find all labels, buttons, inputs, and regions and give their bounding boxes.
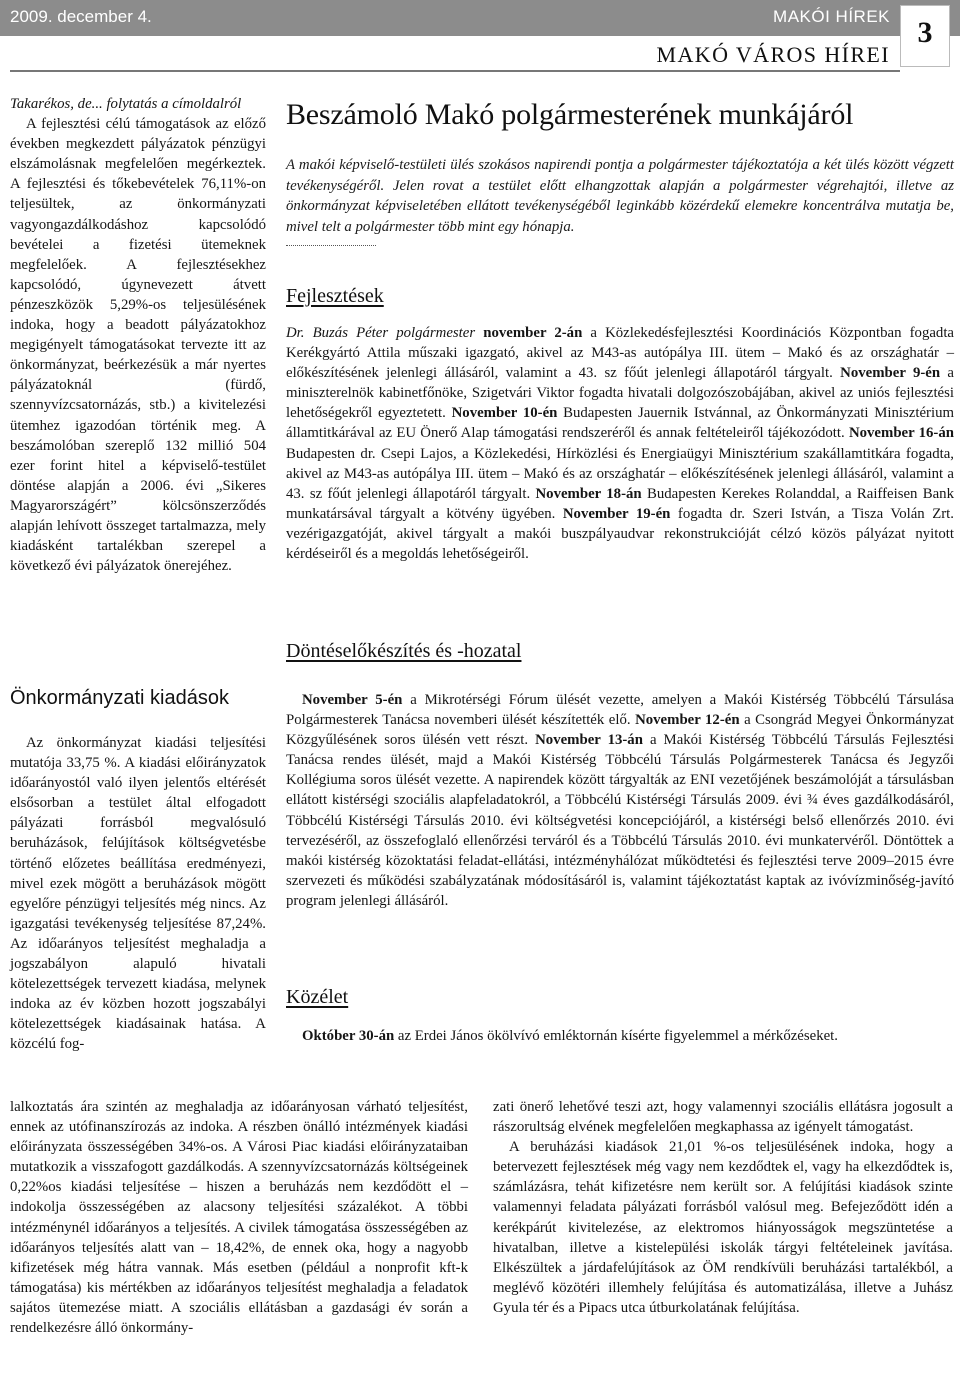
date-highlight: November 13-án (535, 732, 643, 749)
left-paragraph: A fejlesztési célú támogatások az előző években megkezdett pályázatok pénzügyi elszámolásnak megfelelően megérkeztek. A fejlesztési és tőkebevételek 76,11%-on teljesültek, az önkormányzati vagyongazdálkodáshoz kapcsolódó bevételei a fizetési ütemeknek megfelelőek. A fejlesztésekhez kapcsolódó, úgynevezett átvett pénzeszközök 5,29%-os teljesülésének indoka, hogy a beadott pályázatokhoz megigényelt támogatásokat tervezte itt az önkormányzat, beérkezésük a már nyertes pályázatoknál (fürdő, szennyvízcsatornázás, stb.) a kivitelezési ütemhez igazodóan történik meg. A beszámolóban szereplő 132 millió 504 ezer forint hitel a képviselő-testület döntése alapján a 2006. évi „Sikeres Magyarországért” kölcsönszerződés alapján lehívott összeget tartalmazza, mely kiadásként tartalékban szerepel a következő évi pályázatok önerejéhez. (10, 116, 266, 575)
left-column-expenses (10, 733, 266, 1055)
text-span: a Közlekedésfejlesztési Koordinációs Központban fogadta Kerékgyártó Attila műszaki igazgató, akivel az M43-as autópálya III. ütem – Makó és az országhatár – előkészítésének jelenlegi állásáról, valamint a 43. sz főút jelenlegi állapotáról tárgyalt. (286, 325, 954, 382)
bottom-right-text (493, 1097, 953, 1318)
expenses-paragraph: Az önkormányzat kiadási teljesítési mutatója 33,75 %. A kiadási előirányzatok időarányostól való ilyen jelentős eltérését elsősorban a testület által elfogadott pályázati forrásból megvalósuló beruházások, felújítások költségvetésbe történő előzetes beállítása eredményezi, mivel ezek mögött a beruházások mögött egyelőre pénzügyi teljesítés még nincs. Az igazgatási tevékenység teljesítése 87,24%. Az időarányos teljesítést meghaladja a jogszabályon alapuló hivatali kötelezettségek tervezett kiadása, melynek indoka az év közben hozott jogszabályi kötelezettségek kiadásainak hatása. A közcélú fog- (10, 735, 266, 1053)
text-span: a Makói Kistérség Többcélú Társulás Fejlesztési Tanácsa rendes ülését, majd a Makói Kistérség Többcélú Társulás Polgármesterek Tanácsa és Jegyzői Kollégiuma soros ülését vezette. A napirendek között tárgyalták az ENI vezetőjének beszámolóját a társulásban ellátott kistérségi szociális alapfeladatokról, a Többcélú Kistérségi Társulás 2009. évi ¾ éves gazdálkodásáról, Többcélú Kistérségi Társulás 2010. évi költségvetési koncepciójáról, a kistérségi belső ellenőrzés 2010. évi tervezéséről, az összefoglaló ellenőrzési terváról és a Többcélú Társulás 2010. évi munkatervéről. Döntöttek a makói kistérség közoktatási feladat-ellátási, intézményhálózat működtetési és fejlesztési terve 2009–2015 évre szervezeti és működési szabályzatának módosításáról is, valamint tájékoztatást kaptak az ivóvízminőség-javító program jelenlegi állásáról. (286, 732, 955, 909)
date-highlight: November 9-én (840, 365, 941, 382)
date-highlight: November 18-án (535, 485, 642, 502)
text-span: a miniszterelnök kabinetfőnöke, Szigetvári Viktor fogadta hivatali dolgozószobájában, akivel az uniós fejlesztési lehetőségekről egyeztetett. (286, 365, 954, 422)
page-number-box (900, 5, 950, 67)
section-title: MAKÓ VÁROS HÍREI (656, 42, 890, 67)
date-highlight: November 19-én (562, 505, 671, 522)
page-number: 3 (917, 16, 933, 49)
date-highlight: november 2-án (483, 325, 583, 341)
heading-public-life: Közélet (286, 986, 349, 1008)
article-lead: A makói képviselő-testületi ülés szokásos napirendi pontja a polgármester tájékoztatója a két ülés között végzett tevékenységéről. Jelen rovat a testület előtt elhangzottak alapján a polgármester végrehajtói, illetve az önkormányzat képviseletében ellátott tevékenységéből leginkább közérdekű elemekre koncentrálva mutatja be, mivel telt a polgármester több mint egy hónapja. (286, 157, 954, 235)
public-life-text (286, 1026, 954, 1046)
text-span: fogadta dr. Szeri István, a Tisza Volán Zrt. vezérigazgatóját, akivel tárgyalt a makói buszpályaudvar rekonstrukcióját célzó közös pályázat nyitott kérdéseiről és a megoldás lehetőségeiről. (286, 505, 954, 563)
heading-expenses: Önkormányzati kiadások (10, 687, 229, 709)
mayor-name: Dr. Buzás Péter polgármester (286, 325, 476, 341)
article-title: Beszámoló Makó polgármesterének munkájáról (286, 98, 854, 131)
developments-text (286, 323, 954, 564)
bottom-left-paragraph: lalkoztatás ára szintén az meghaladja az időarányosan várható teljesítést, ennek az utófinanszírozás az indoka. A részben önálló intézmények kiadási előirányzata összességében 34%-os. A Városi Piac kiadási előirányzataiban mutatkozik a visszafogott gazdálkodás. A szennyvízcsatornázás költségeinek 0,22%os kiadási teljesítése – hiszen a beruházás nem kezdődött el – indokolja összességében az alacsony teljesítési százalékot. A többi intézménynél időarányos a teljesítés. A civilek támogatása összességében az időarányos teljesítés alatt van – 18,42%, de ennek oka, hogy a nagyobb kifizetések még hátra vannak. Más esetben (például a nonprofit kft-k támogatása) kis mértékben az időarányos teljesítést meghaladja a feladatok sajátos ütemezése miatt. A szociális ellátásban a gazdasági év során a rendelkezésre álló önkormány- (10, 1099, 468, 1337)
dotted-separator (286, 245, 376, 246)
left-column (10, 94, 266, 576)
decisions-text (286, 690, 954, 911)
date-highlight: November 10-én (451, 405, 558, 422)
heading-decisions: Döntéselőkészítés és -hozatal (286, 640, 522, 662)
text-span: az Erdei János ökölvívó emléktornán kísérte figyelemmel a mérkőzéseket. (394, 1028, 838, 1044)
bottom-left-text (10, 1097, 468, 1338)
heading-developments: Fejlesztések (286, 285, 384, 307)
date-highlight: November 12-én (635, 712, 740, 729)
date-highlight: November 16-án (848, 425, 954, 442)
text-span: Budapesten Jauernik Istvánnal, az Önkormányzati Minisztérium államtitkárával az EU Önerő Alap támogatási rendszeréről és annak feltételeiről tájékozódott. (286, 405, 954, 442)
continuation-label: Takarékos, de... folytatás a címoldalról (10, 96, 242, 112)
date-highlight: November 5-én (302, 692, 403, 708)
header-divider (10, 70, 900, 72)
date-highlight: Október 30-án (302, 1028, 395, 1044)
text-span: Budapesten Kerekes Rolanddal, a Raiffeisen Bank munkatársával tárgyalt a kötvény ügyében. (286, 485, 954, 522)
text-span: Budapesten dr. Csepi Lajos, a Közlekedési, Hírközlési és Energiaügyi Minisztérium szakállamtitkára fogadta, akivel az M43-as autópálya III. ütem – Makó és az országhatár – előkészítésének jelenlegi állásáról, valamint a 43. sz főút jelenlegi állapotáról tárgyalt. (286, 445, 954, 502)
text-span: a Mikrotérségi Fórum ülését vezette, amelyen a Makói Kistérség Többcélú Társulása Polgármesterek Tanácsa novemberi ülését készítették elő. (286, 692, 954, 729)
bottom-right-paragraph-1: zati önerő lehetővé teszi azt, hogy valamennyi szociális ellátásra jogosult a rászorultság elvének megfelelően megkaphassa az igényelt támogatást. (493, 1099, 953, 1136)
text-span: a Csongrád Megyei Önkormányzat Közgyűlésének soros ülésén vett részt. (286, 712, 954, 749)
publication-brand: MAKÓI HÍREK (773, 7, 890, 26)
bottom-right-paragraph-2: A beruházási kiadások 21,01 %-os teljesülésének indoka, hogy a betervezett fejlesztések még vagy nem kezdődtek el, vagy ha elkezdődtek is, számlázásra, tehát kifizetésre nem került sor. A felújítási kiadások szinte valamennyi feladata pályázati forrásból valósul meg. Befejeződött idén a kerékpárút kivitelezése, az elektromos hiányosságok megszüntetése a hivatalban, illetve a kistelepülési iskolák tárgyi feltételeinek javítása. Elkészültek a járdafelújítások az ÖM rendkívüli beruházási tartalékból, a meglévő közötéri illemhely felújítása és automatizálása, illetve a Juhász Gyula tér és a Pipacs utca útburkolatának felújítása. (493, 1139, 953, 1316)
issue-date: 2009. december 4. (10, 7, 152, 26)
